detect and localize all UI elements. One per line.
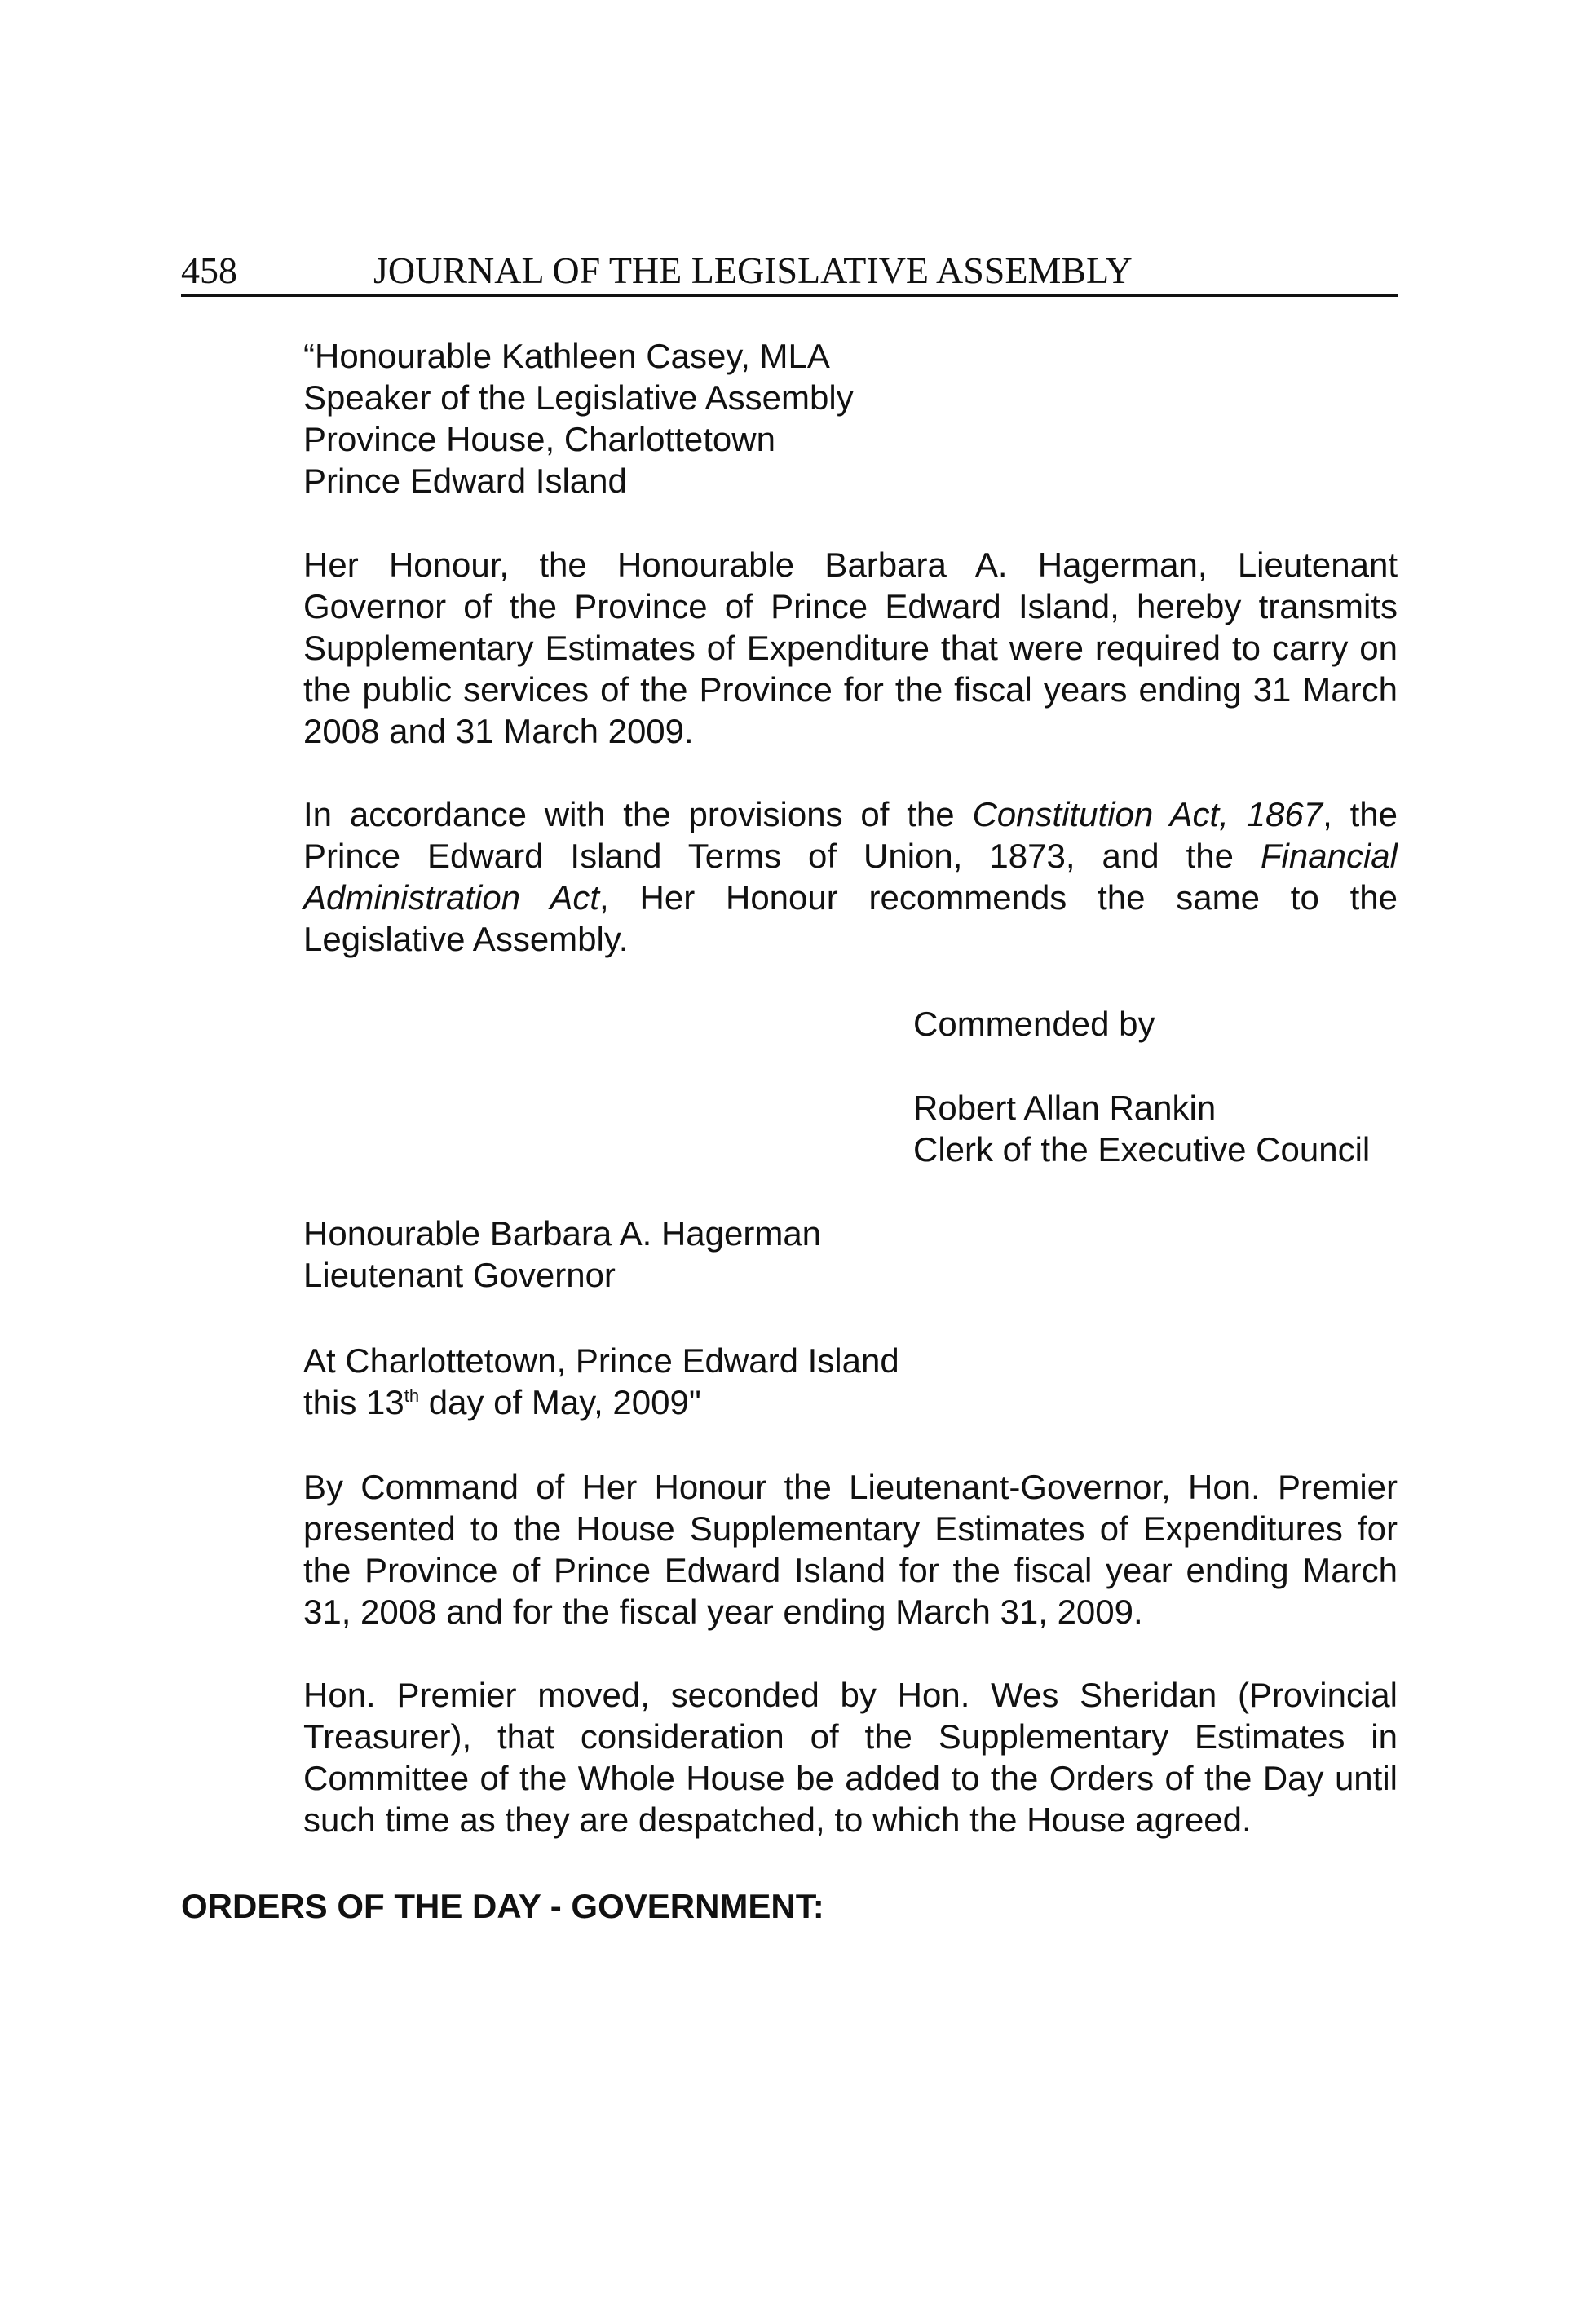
date-prefix: this 13 xyxy=(303,1383,404,1421)
address-line-4: Prince Edward Island xyxy=(303,462,627,500)
transmittal-paragraph: Her Honour, the Honourable Barbara A. Hagerman, Lieutenant Governor of the Province of Prince Edward Island, hereby transmits Supplementary Estimates of Expenditure that were required to carry on the public services of the Province for the fiscal years ending 31 March 2008 and 31 March 2009. xyxy=(303,546,1398,750)
place-line: At Charlottetown, Prince Edward Island xyxy=(303,1341,899,1380)
address-block xyxy=(303,335,1398,501)
place-date-block xyxy=(303,1340,1398,1423)
page-number: 458 xyxy=(181,250,237,291)
recommendation-text-c: , Her Honour recommends the same to the Legislative Assembly. xyxy=(303,878,1398,958)
date-line xyxy=(303,1381,1398,1423)
recommendation-paragraph xyxy=(303,793,1398,960)
running-title: JOURNAL OF THE LEGISLATIVE ASSEMBLY xyxy=(373,250,1133,291)
date-suffix: day of May, 2009" xyxy=(419,1383,701,1421)
commended-by-label: Commended by xyxy=(913,1005,1155,1043)
signatory-title: Lieutenant Governor xyxy=(303,1256,616,1294)
command-paragraph: By Command of Her Honour the Lieutenant-Governor, Hon. Premier presented to the House Supplementary Estimates of Expenditures for the Province of Prince Edward Island for the fiscal year ending March 31, 2008 and for the fiscal year ending March 31, 2009. xyxy=(303,1468,1398,1631)
signatory-name: Honourable Barbara A. Hagerman xyxy=(303,1214,822,1253)
date-ordinal: th xyxy=(404,1385,420,1406)
section-heading: ORDERS OF THE DAY - GOVERNMENT: xyxy=(181,1887,824,1925)
recommendation-text-b: , the Prince Edward Island Terms of Union, 1873, and the xyxy=(303,795,1398,875)
signatory-block xyxy=(303,1213,1398,1296)
address-line-3: Province House, Charlottetown xyxy=(303,420,775,458)
recommendation-text-a: In accordance with the provisions of the xyxy=(303,795,973,833)
constitution-act-title: Constitution Act, 1867 xyxy=(972,795,1323,833)
clerk-name: Robert Allan Rankin xyxy=(913,1089,1217,1127)
financial-administration-act-title: Financial Administration Act xyxy=(303,837,1398,917)
clerk-title: Clerk of the Executive Council xyxy=(913,1130,1371,1169)
address-line-2: Speaker of the Legislative Assembly xyxy=(303,378,854,417)
motion-paragraph: Hon. Premier moved, seconded by Hon. Wes Sheridan (Provincial Treasurer), that consideration of the Supplementary Estimates in Committee of the Whole House be added to the Orders of the Day until such time as they are despatched, to which the House agreed. xyxy=(303,1676,1398,1839)
page-header xyxy=(181,247,1398,297)
commendation-signature-block xyxy=(913,1087,1370,1170)
address-line-1: “Honourable Kathleen Casey, MLA xyxy=(303,337,830,375)
